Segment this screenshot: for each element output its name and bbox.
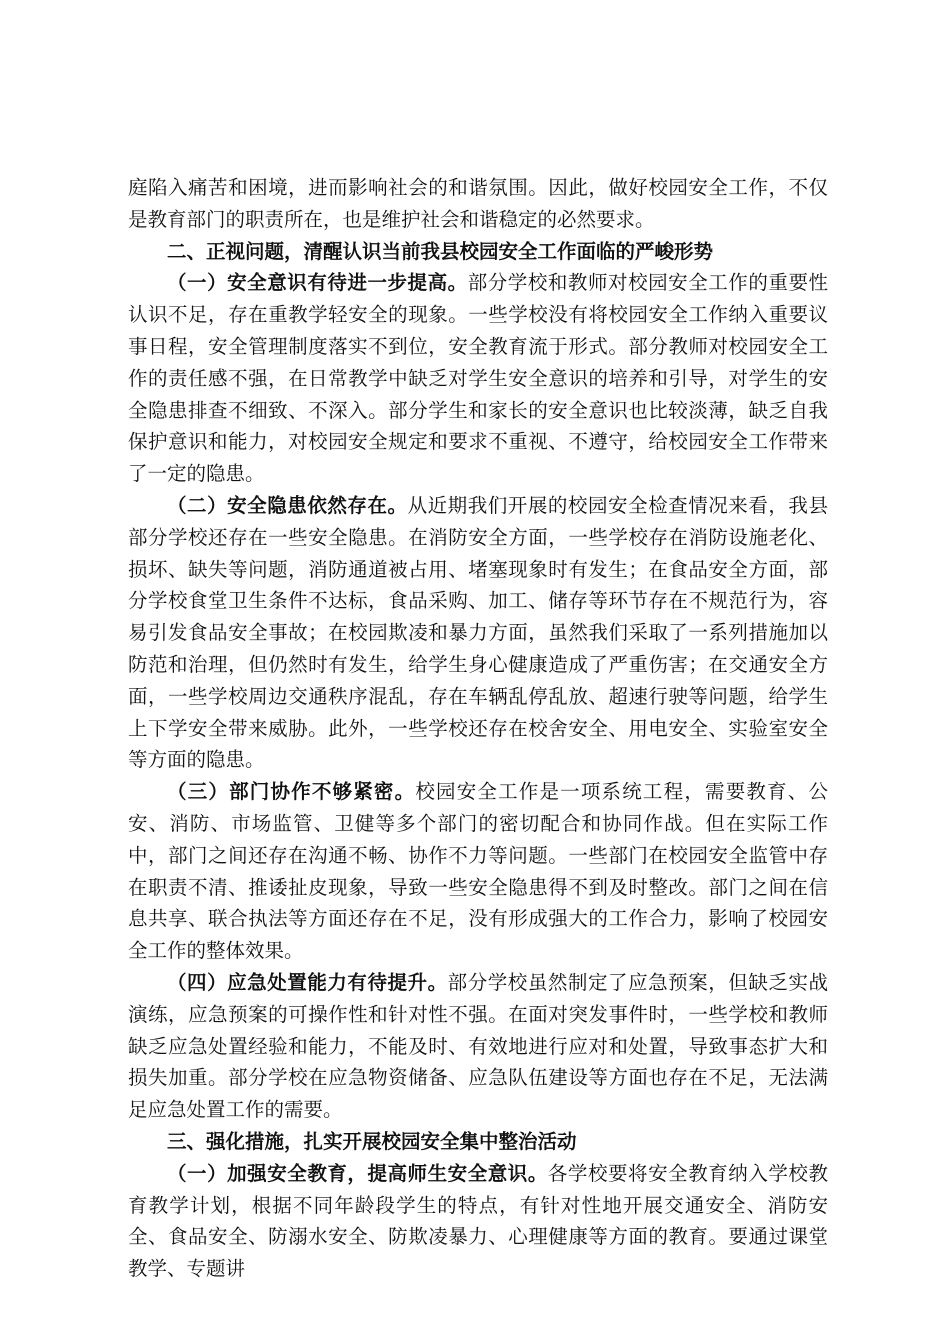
paragraph-2-4	[128, 967, 828, 1126]
document-body	[128, 172, 828, 1285]
section-2-heading: 二、正视问题，清醒认识当前我县校园安全工作面临的严峻形势	[167, 239, 714, 263]
paragraph-2-1-lead: （一）安全意识有待进一步提高。	[167, 271, 468, 295]
paragraph-3-1	[128, 1158, 828, 1285]
section-3-heading: 三、强化措施，扎实开展校园安全集中整治活动	[167, 1129, 577, 1153]
continuation-paragraph: 庭陷入痛苦和困境，进而影响社会的和谐氛围。因此，做好校园安全工作，不仅是教育部门的职责所在，也是维护社会和谐稳定的必然要求。	[128, 176, 828, 231]
paragraph-2-3-body: 校园安全工作是一项系统工程，需要教育、公安、消防、市场监管、卫健等多个部门的密切配合和协同作战。但在实际工作中，部门之间还存在沟通不畅、协作不力等问题。一些部门在校园安全监管中存在职责不清、推诿扯皮现象，导致一些安全隐患得不到及时整改。部门之间在信息共享、联合执法等方面还存在不足，没有形成强大的工作合力，影响了校园安全工作的整体效果。	[128, 780, 828, 963]
paragraph-2-2	[128, 490, 828, 776]
paragraph-3-1-body: 各学校要将安全教育纳入学校教育教学计划，根据不同年龄段学生的特点，有针对性地开展交通安全、消防安全、食品安全、防溺水安全、防欺凌暴力、心理健康等方面的教育。要通过课堂教学、专题讲	[128, 1161, 828, 1281]
paragraph-2-3-lead: （三）部门协作不够紧密。	[167, 780, 416, 804]
paragraph-2-4-body: 部分学校虽然制定了应急预案，但缺乏实战演练，应急预案的可操作性和针对性不强。在面对突发事件时，一些学校和教师缺乏应急处置经验和能力，不能及时、有效地进行应对和处置，导致事态扩大和损失加重。部分学校在应急物资储备、应急队伍建设等方面也存在不足，无法满足应急处置工作的需要。	[128, 970, 828, 1122]
paragraph-2-4-lead: （四）应急处置能力有待提升。	[167, 970, 448, 994]
paragraph-2-2-body: 从近期我们开展的校园安全检查情况来看，我县部分学校还存在一些安全隐患。在消防安全方面，一些学校存在消防设施老化、损坏、缺失等问题，消防通道被占用、堵塞现象时有发生；在食品安全方面，部分学校食堂卫生条件不达标，食品采购、加工、储存等环节存在不规范行为，容易引发食品安全事故；在校园欺凌和暴力方面，虽然我们采取了一系列措施加以防范和治理，但仍然时有发生，给学生身心健康造成了严重伤害；在交通安全方面，一些学校周边交通秩序混乱，存在车辆乱停乱放、超速行驶等问题，给学生上下学安全带来威胁。此外，一些学校还存在校舍安全、用电安全、实验室安全等方面的隐患。	[128, 493, 828, 772]
paragraph-2-3	[128, 776, 828, 967]
paragraph-2-1-body: 部分学校和教师对校园安全工作的重要性认识不足，存在重教学轻安全的现象。一些学校没有将校园安全工作纳入重要议事日程，安全管理制度落实不到位，安全教育流于形式。部分教师对校园安全工作的责任感不强，在日常教学中缺乏对学生安全意识的培养和引导，对学生的安全隐患排查不细致、不深入。部分学生和家长的安全意识也比较淡薄，缺乏自我保护意识和能力，对校园安全规定和要求不重视、不遵守，给校园安全工作带来了一定的隐患。	[128, 271, 828, 486]
paragraph-2-2-lead: （二）安全隐患依然存在。	[167, 493, 408, 517]
paragraph-3-1-lead: （一）加强安全教育，提高师生安全意识。	[167, 1161, 548, 1185]
paragraph-2-1	[128, 267, 828, 490]
